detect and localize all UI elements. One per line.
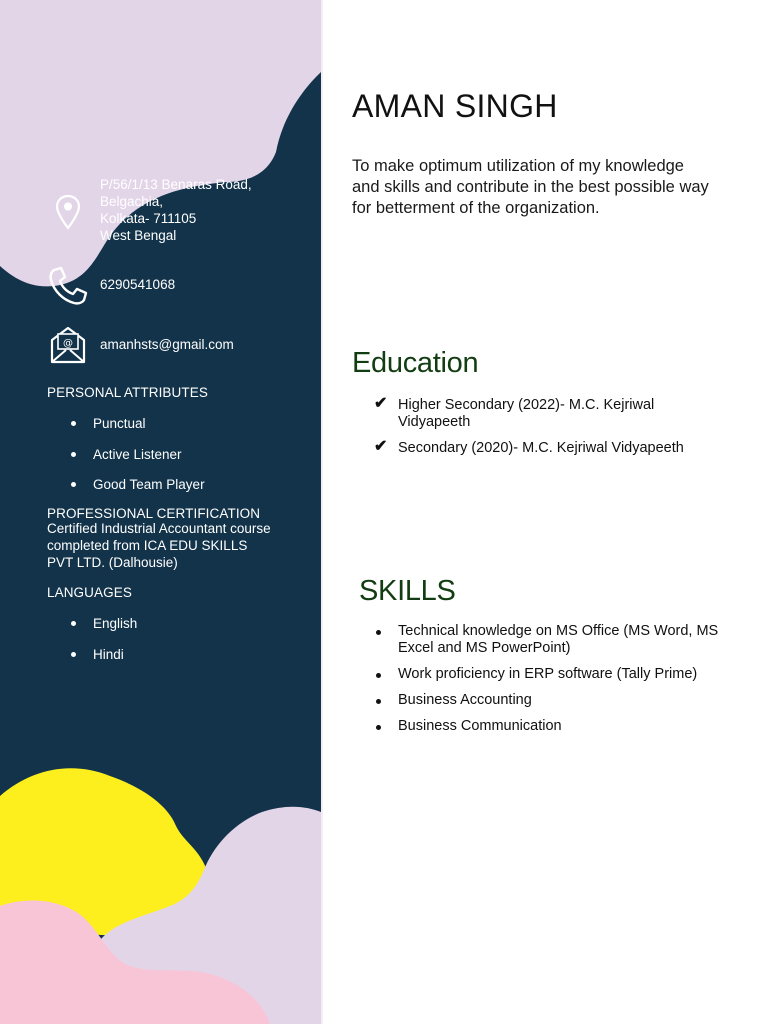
list-item [374,440,724,457]
skills-heading: SKILLS [359,575,456,607]
skills-list [374,623,724,735]
list-item: Business Accounting [374,692,724,709]
list-item: Punctual [47,415,205,446]
list-item: Hindi [47,646,137,677]
sidebar-divider [321,0,323,1024]
objective-text: To make optimum utilization of my knowledge and skills and contribute in the best possible way for betterment of the organization. [352,157,709,217]
checkmark-icon: ✔ [374,395,388,412]
list-item [374,397,724,431]
list-item: Good Team Player [47,476,205,507]
languages-list [47,615,137,676]
education-item-text: Secondary (2020)- M.C. Kejriwal Vidyapeeth [398,440,684,456]
svg-text:@: @ [63,338,73,349]
candidate-name: AMAN SINGH [352,88,558,124]
list-item: English [47,615,137,646]
list-item: Business Communication [374,718,724,735]
checkmark-icon: ✔ [374,438,388,455]
list-item: Technical knowledge on MS Office (MS Word, MS Excel and MS PowerPoint) [374,623,724,657]
certification-heading: PROFESSIONAL CERTIFICATION [47,506,261,521]
location-pin-icon [46,190,90,234]
education-item-text: Higher Secondary (2022)- M.C. Kejriwal Vidyapeeth [398,397,655,430]
personal-attributes-list [47,415,205,507]
list-item: Work proficiency in ERP software (Tally Prime) [374,666,724,683]
languages-heading: LANGUAGES [47,585,132,600]
education-heading: Education [352,347,479,379]
sidebar [0,0,321,1024]
education-list [374,397,724,457]
certification-text: Certified Industrial Accountant course completed from ICA EDU SKILLS PVT LTD. (Dalhousie) [47,521,271,570]
list-item: Active Listener [47,446,205,477]
phone-icon [46,264,90,308]
address-text: P/56/1/13 Benaras Road, Belgachia, Kolkata- 711105 West Bengal [100,177,252,243]
phone-text: 6290541068 [100,277,176,292]
envelope-icon [46,324,90,368]
personal-attributes-heading: PERSONAL ATTRIBUTES [47,385,208,400]
email-text: amanhsts@gmail.com [100,337,234,352]
